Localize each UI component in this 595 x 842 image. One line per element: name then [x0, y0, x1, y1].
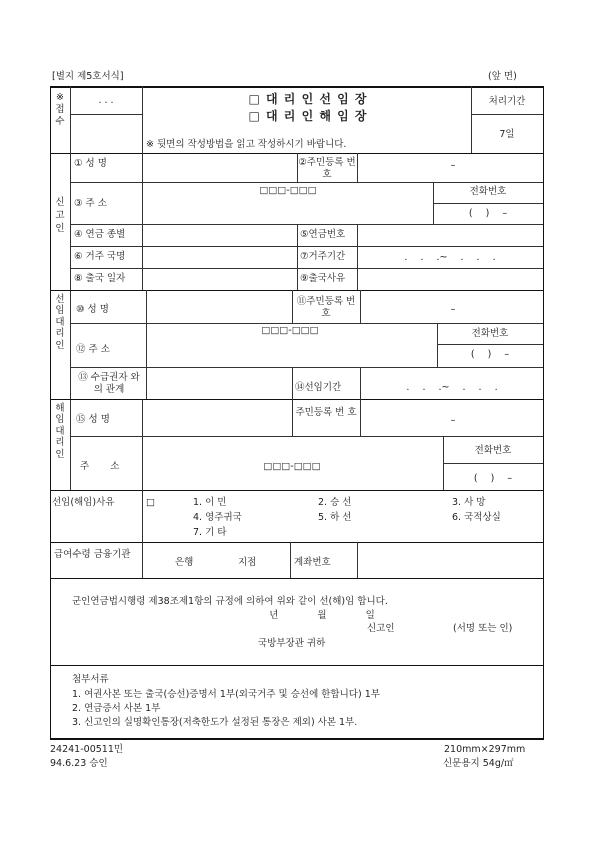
dismissed-rrn-field[interactable]: – [450, 415, 456, 426]
dismissed-agent-section-label: 해임대리인 [55, 403, 65, 460]
declaration-text: 군인연금법시행령 제38조제1항의 규정에 의하여 위와 같이 선(해)임 합니다. [72, 596, 388, 607]
paper-type: 신문용지 54g/㎡ [443, 758, 514, 769]
account-number-label: 계좌번호 [294, 557, 331, 568]
reason-label: 선임(해임)사유 [52, 497, 115, 508]
residence-period-label: ⑦거주기간 [300, 251, 346, 262]
processing-period-label: 처리기간 [488, 96, 526, 107]
appointed-phone-label: 전화번호 [471, 328, 509, 339]
applicant-name-field[interactable] [143, 154, 296, 181]
relation-field[interactable] [147, 368, 291, 398]
recipient: 국방부장관 귀하 [258, 638, 326, 649]
reason-option-permanent-return[interactable]: 4. 영주귀국 [193, 512, 242, 523]
pension-number-field[interactable] [358, 225, 542, 245]
appointed-rrn-field[interactable]: – [450, 304, 456, 315]
residence-country-label: ⑥ 거주 국명 [74, 251, 126, 262]
dismissed-address-label: 주 소 [80, 461, 120, 472]
dismissed-name-field[interactable] [143, 400, 291, 435]
appointed-address-label: ⑫ 주 소 [76, 344, 110, 355]
attachment-item: 1. 여권사본 또는 출국(승선)증명서 1부(외국거주 및 승선에 한합니다) 1부 [72, 689, 380, 700]
bank-name-field[interactable]: 은행 [175, 557, 194, 568]
reason-option-death[interactable]: 3. 사 망 [452, 497, 486, 508]
attachment-item: 3. 신고인의 실명확인통장(저축한도가 설정된 통장은 제외) 사본 1부. [72, 717, 358, 728]
applicant-rrn-label: ②주민등록 번 호 [298, 157, 356, 181]
reason-option-boarding[interactable]: 2. 승 선 [318, 497, 352, 508]
applicant-phone-field[interactable]: ( ) – [468, 208, 508, 219]
bank-label: 급여수령 금융기관 [54, 549, 131, 560]
reception-label: ※ 접수 [55, 92, 65, 127]
attachments-title: 첨부서류 [72, 674, 109, 685]
departure-date-label: ⑧ 출국 일자 [74, 273, 126, 284]
appointed-phone-field[interactable]: ( ) – [470, 349, 510, 360]
dismissed-phone-label: 전화번호 [474, 445, 512, 456]
account-number-field[interactable] [358, 543, 542, 577]
processing-period-value: 7일 [499, 129, 515, 140]
bank-branch-field[interactable]: 지점 [238, 557, 257, 568]
reason-option-disembark[interactable]: 5. 하 선 [318, 512, 352, 523]
appointment-period-label: ⑭선임기간 [295, 382, 342, 393]
paper-size: 210mm×297mm [444, 744, 526, 755]
appointed-agent-section-label: 선임대리인 [55, 294, 65, 351]
appointed-postcode[interactable]: □□□-□□□ [261, 325, 319, 336]
applicant-section-label: 신고인 [55, 197, 65, 234]
reason-option-emigration[interactable]: 1. 이 민 [193, 497, 227, 508]
applicant-postcode[interactable]: □□□-□□□ [259, 185, 317, 196]
reason-option-other[interactable]: 7. 기 타 [193, 527, 227, 538]
attachment-item: 2. 연금증서 사본 1부 [72, 703, 161, 714]
title-dismissal: □ 대 리 인 해 임 장 [248, 109, 368, 123]
residence-country-field[interactable] [143, 247, 296, 267]
dismissed-rrn-label: 주민등록 번 호 [295, 407, 357, 418]
signature-field[interactable]: (서명 또는 인) [453, 623, 513, 634]
dismissed-postcode[interactable]: □□□-□□□ [263, 461, 321, 472]
residence-period-field[interactable]: . . .~ . . . [404, 252, 496, 263]
appointed-name-field[interactable] [147, 291, 291, 322]
title-appointment: □ 대 리 인 선 임 장 [248, 92, 368, 106]
pension-type-label: ④ 연금 종별 [74, 229, 126, 240]
applicant-rrn-field[interactable]: – [450, 160, 456, 171]
departure-reason-field[interactable] [358, 269, 542, 289]
declaration-applicant-label: 신고인 [367, 623, 395, 634]
departure-reason-label: ⑨출국사유 [300, 273, 346, 284]
dismissed-name-label: ⑮ 성 명 [76, 414, 110, 425]
applicant-phone-label: 전화번호 [469, 186, 507, 197]
reason-option-loss-of-nationality[interactable]: 6. 국적상실 [452, 512, 501, 523]
appointment-period-field[interactable]: . . .~ . . . [406, 382, 498, 393]
form-number: [별지 제5호서식] [52, 71, 124, 82]
reason-checkbox[interactable]: □ [146, 497, 155, 508]
declaration-date[interactable]: 년 월 일 [269, 610, 375, 621]
applicant-address-label: ③ 주 소 [74, 198, 107, 209]
instruction-notice: ※ 뒷면의 작성방법을 읽고 작성하시기 바랍니다. [146, 139, 347, 150]
form-code: 24241-00511민 [50, 744, 124, 755]
appointed-rrn-label: ⑪주민등록 번 호 [296, 296, 356, 320]
departure-date-field[interactable] [143, 269, 296, 289]
pension-type-field[interactable] [143, 225, 296, 245]
dismissed-phone-field[interactable]: ( ) – [473, 473, 513, 484]
relation-label: ⑬ 수급권자 와의 관계 [78, 372, 140, 396]
approval-date: 94.6.23 승인 [50, 758, 108, 769]
pension-number-label: ⑤연금번호 [300, 229, 346, 240]
front-side-label: (앞 면) [488, 71, 517, 82]
appointed-name-label: ⑩ 성 명 [76, 304, 109, 315]
reception-date[interactable]: . . . [98, 95, 114, 106]
applicant-name-label: ① 성 명 [74, 158, 107, 169]
